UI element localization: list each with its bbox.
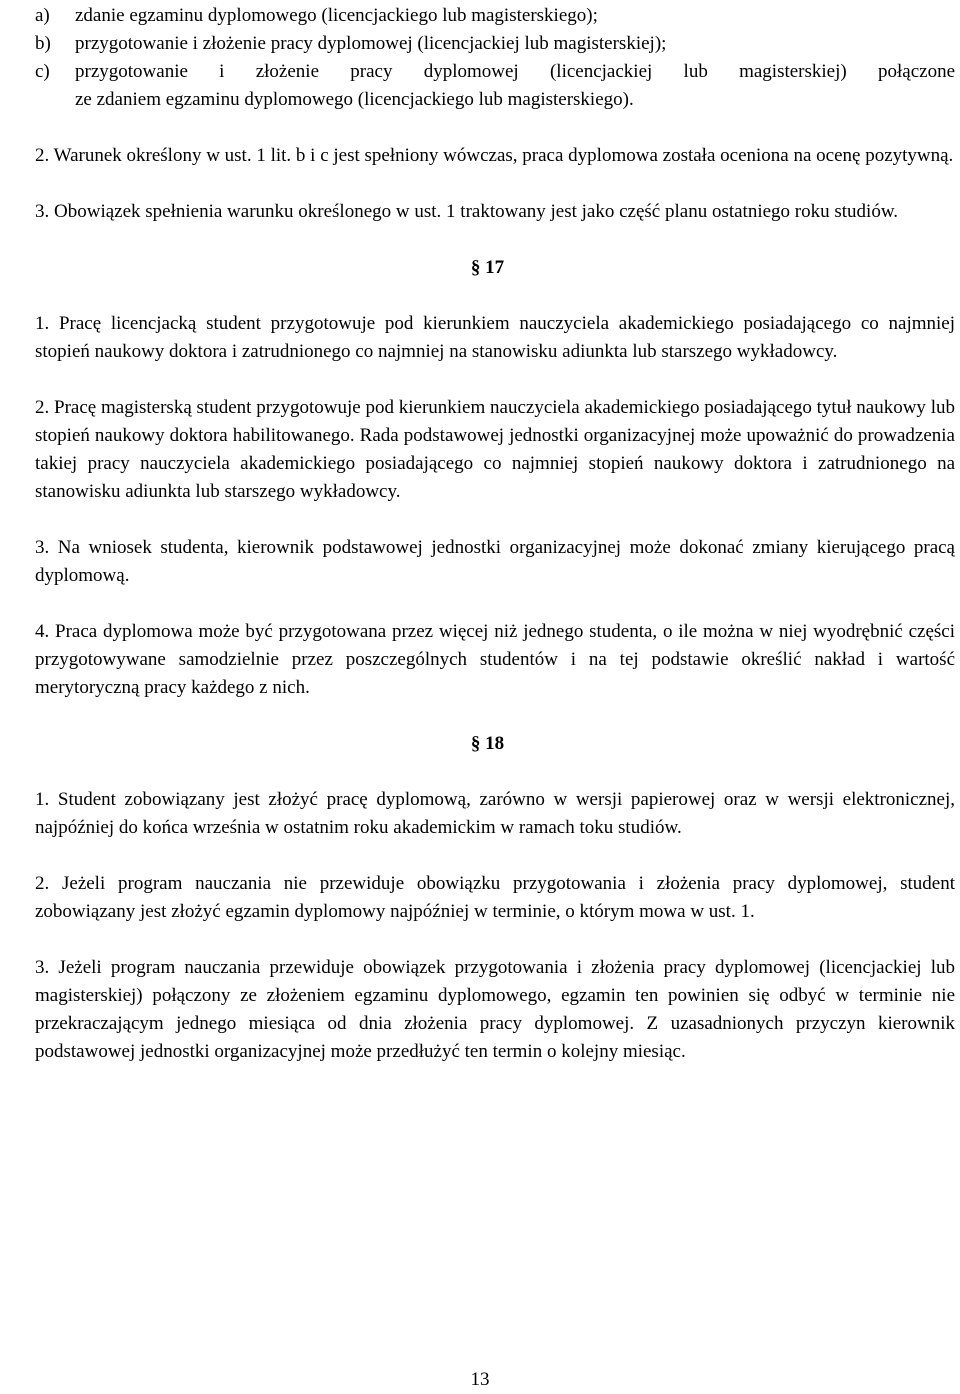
- list-text: przygotowanie i złożenie pracy dyplomowej (licencjackiej lub magisterskiej);: [75, 33, 667, 54]
- paragraph: 2. Warunek określony w ust. 1 lit. b i c jest spełniony wówczas, praca dyplomowa została oceniona na ocenę pozytywną.: [35, 145, 954, 166]
- paragraph: 3. Na wniosek studenta, kierownik podstawowej jednostki organizacyjnej może dokonać zmiany kierującego pracą dyplomową.: [35, 537, 955, 586]
- paragraph: 4. Praca dyplomowa może być przygotowana przez więcej niż jednego studenta, o ile można w niej wyodrębnić części przygotowywane samodzielnie przez poszczególnych studentów i na tej podstawie określić nakład i wartość merytoryczną pracy każdego z nich.: [35, 621, 955, 698]
- page-number: 13: [470, 1369, 490, 1390]
- list-text: zdanie egzaminu dyplomowego (licencjackiego lub magisterskiego);: [75, 5, 598, 26]
- list-text-continued: ze zdaniem egzaminu dyplomowego (licencjackiego lub magisterskiego).: [75, 89, 634, 110]
- paragraph: 1. Pracę licencjacką student przygotowuje pod kierunkiem nauczyciela akademickiego posiadającego co najmniej stopień naukowy doktora i zatrudnionego co najmniej na stanowisku adiunkta lub starszego wykładowcy.: [35, 313, 955, 362]
- list-label: b): [35, 33, 51, 54]
- list-label: a): [35, 5, 50, 26]
- paragraph: 2. Pracę magisterską student przygotowuje pod kierunkiem nauczyciela akademickiego posiadającego tytuł naukowy lub stopień naukowy doktora habilitowanego. Rada podstawowej jednostki organizacyjnej może upoważnić do prowadzenia takiej pracy nauczyciela akademickiego posiadającego co najmniej stopień naukowy doktora i zatrudnionego na stanowisku adiunkta lub starszego wykładowcy.: [35, 397, 955, 502]
- paragraph: 3. Jeżeli program nauczania przewiduje obowiązek przygotowania i złożenia pracy dyplomowej (licencjackiej lub magisterskiej) połączony ze złożeniem egzaminu dyplomowego, egzamin ten powinien się odbyć w terminie nie przekraczającym jednego miesiąca od dnia złożenia pracy dyplomowej. Z uzasadnionych przyczyn kierownik podstawowej jednostki organizacyjnej może przedłużyć ten termin o kolejny miesiąc.: [35, 957, 955, 1062]
- list-label: c): [35, 61, 50, 82]
- list-item-a: [35, 2, 955, 30]
- section-heading: § 17: [470, 257, 505, 278]
- list-item-c: [35, 58, 955, 114]
- list-text: przygotowanie i złożenie pracy dyplomowej (licencjackiej lub magisterskiej) połączone: [75, 61, 955, 82]
- section-heading: § 18: [470, 733, 505, 754]
- document-page: [35, 2, 955, 1066]
- paragraph: 3. Obowiązek spełnienia warunku określonego w ust. 1 traktowany jest jako część planu ostatniego roku studiów.: [35, 201, 899, 222]
- paragraph: 2. Jeżeli program nauczania nie przewiduje obowiązku przygotowania i złożenia pracy dyplomowej, student zobowiązany jest złożyć egzamin dyplomowy najpóźniej w terminie, o którym mowa w ust. 1.: [35, 873, 955, 922]
- paragraph: 1. Student zobowiązany jest złożyć pracę dyplomową, zarówno w wersji papierowej oraz w wersji elektronicznej, najpóźniej do końca września w ostatnim roku akademickim w ramach toku studiów.: [35, 789, 955, 838]
- list-item-b: [35, 30, 955, 58]
